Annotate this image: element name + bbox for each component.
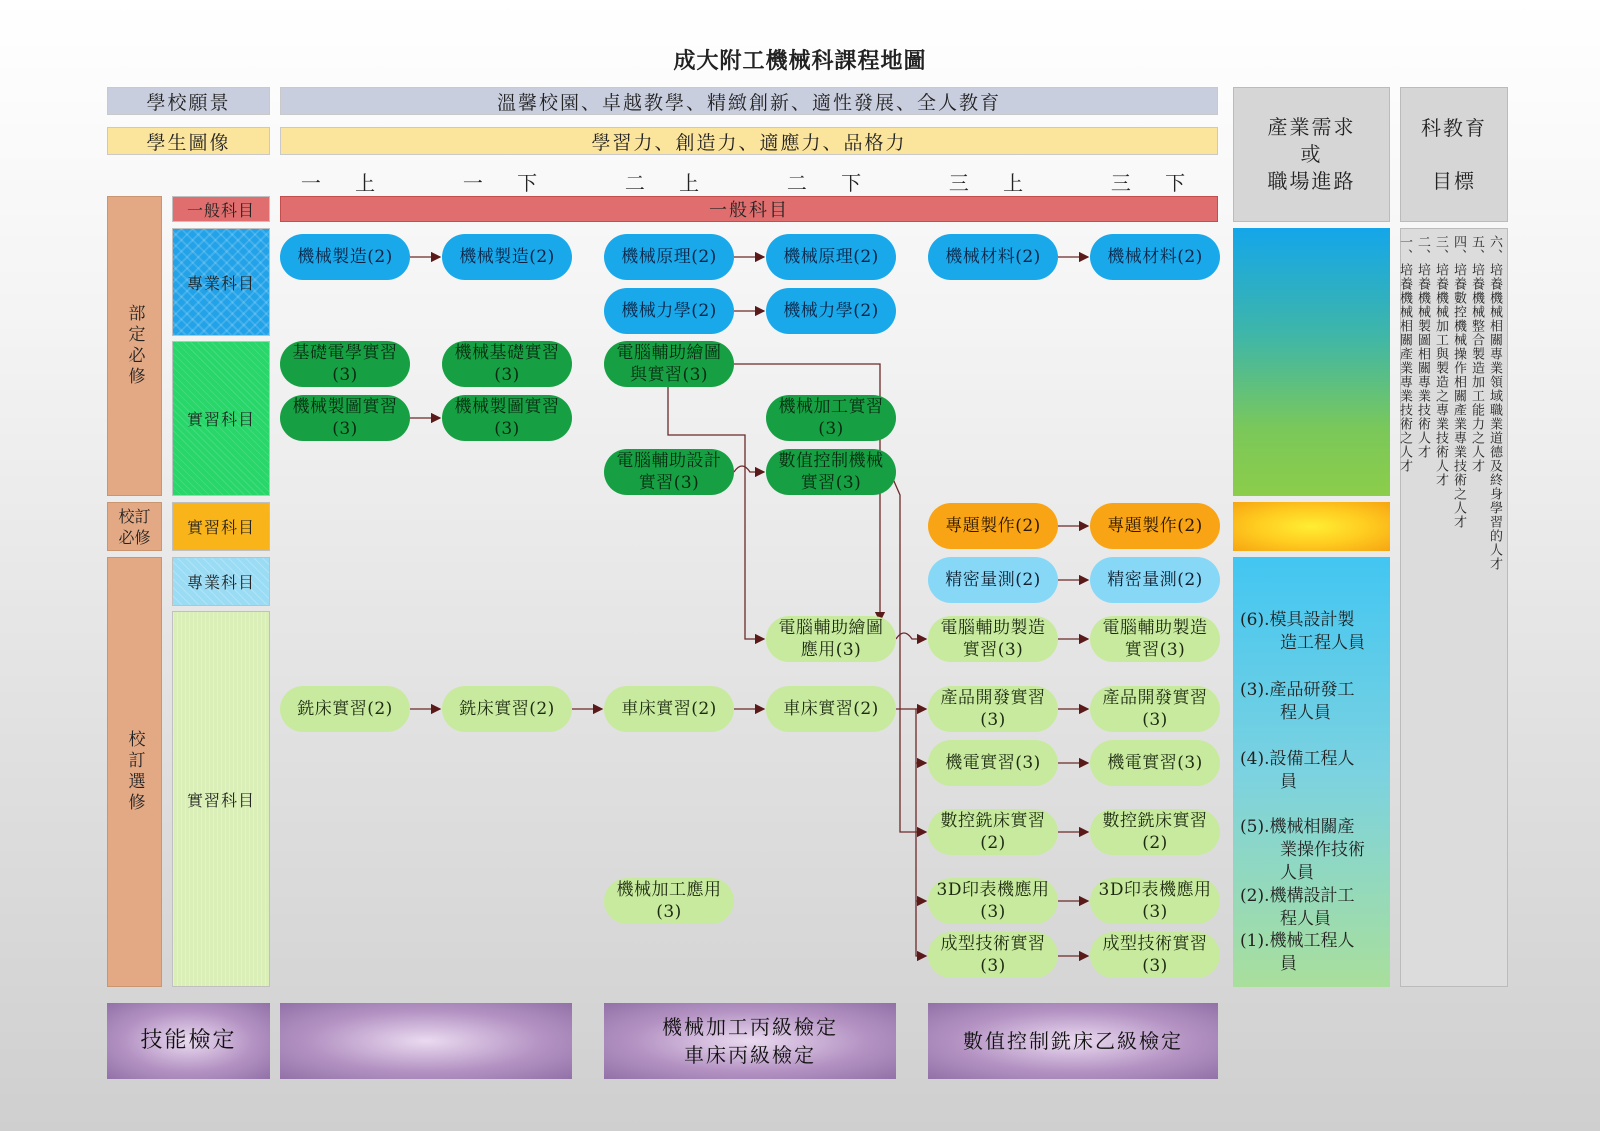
course-line: (3) [980,710,1006,730]
industry-line: 業操作技術 [1280,840,1365,860]
course-pill [928,878,1058,924]
semester-2-1: 二 上 [624,170,714,195]
course-pill [442,395,572,441]
course-line: 實習(3) [800,473,862,493]
semester-1-2: 一 下 [462,170,552,195]
course-line: (3) [494,365,520,385]
subject-practice-elective: 實習科目 [172,611,270,987]
course-pill: 精密量測(2) [928,557,1058,603]
course-line: 機械製圖實習 [292,397,398,417]
course-line: 電腦輔助設計 [616,451,722,471]
course-pill: 車床實習(2) [766,686,896,732]
course-line: (3) [332,365,358,385]
course-line: (3) [332,419,358,439]
course-pill: 機械原理(2) [766,234,896,280]
course-line: (3) [980,956,1006,976]
course-pill: 機械製造(2) [442,234,572,280]
course-line: (3) [494,419,520,439]
course-pill [1090,686,1220,732]
certification-line: 車床丙級檢定 [684,1043,816,1067]
course-line: 機械加工實習 [778,397,884,417]
course-pill [1090,616,1220,662]
course-pill: 精密量測(2) [1090,557,1220,603]
industry-line: (3).產品研發工 [1240,680,1355,700]
general-subjects-bar: 一般科目 [280,196,1218,222]
course-pill [1090,932,1220,978]
course-pill [604,449,734,495]
course-line: 機械加工應用 [616,880,722,900]
certification-line: 機械加工丙級檢定 [662,1015,838,1039]
course-line: 產品開發實習 [940,688,1046,708]
course-line: 產品開發實習 [1102,688,1208,708]
course-line: (3) [980,902,1006,922]
semester-1-1: 一 上 [300,170,390,195]
subject-general: 一般科目 [172,196,270,222]
course-line: (3) [818,419,844,439]
certification-box-right: 數值控制銑床乙級檢定 [928,1003,1218,1079]
course-pill [1090,878,1220,924]
course-line: 電腦輔助製造 [1102,618,1208,638]
goal-item: 六、培養機械相關專業領域職業道德及終身學習的人才 [1487,235,1502,571]
industry-line: 人員 [1280,863,1314,883]
industry-line: 員 [1280,954,1297,974]
goal-item: 一、培養機械相關產業專業技術之人才 [1397,235,1412,473]
course-line: 數控銑床實習 [940,811,1046,831]
course-line: 電腦輔助繪圖 [778,618,884,638]
vision-text: 溫馨校園、卓越教學、精緻創新、適性發展、全人教育 [280,87,1218,115]
subject-practice-school: 實習科目 [172,502,270,551]
course-line: 機械製圖實習 [454,397,560,417]
course-pill [604,878,734,924]
course-line: 電腦輔助繪圖 [616,343,722,363]
page-title: 成大附工機械科課程地圖 [673,48,927,74]
industry-header-line: 產業需求 [1267,115,1356,139]
industry-line: 造工程人員 [1280,633,1365,653]
course-pill [442,341,572,387]
semester-3-2: 三 下 [1110,170,1200,195]
course-pill: 銑床實習(2) [280,686,410,732]
course-line: (3) [1142,956,1168,976]
certification-box-empty [280,1003,572,1079]
course-pill: 專題製作(2) [928,503,1058,549]
course-line: (2) [980,833,1006,853]
course-pill [1090,809,1220,855]
goals-header-line: 科教育 [1421,115,1487,140]
course-line: 成型技術實習 [1102,934,1208,954]
industry-line: 員 [1280,772,1297,792]
industry-header-line: 職場進路 [1267,169,1356,193]
course-line: 數值控制機械 [778,451,884,471]
course-line: 3D印表機應用 [1098,880,1212,900]
course-line: 與實習(3) [629,365,709,385]
course-pill [280,395,410,441]
goal-item: 五、培養機械整合製造加工能力之人才 [1469,235,1484,473]
industry-line: (4).設備工程人 [1240,749,1355,769]
course-line: 成型技術實習 [940,934,1046,954]
category-elective-label: 校訂選修 [124,730,145,814]
course-line: (3) [1142,902,1168,922]
goal-item: 三、培養機械加工與製造之專業技術人才 [1433,235,1448,487]
course-pill [766,395,896,441]
course-line: (3) [1142,710,1168,730]
course-line: 3D印表機應用 [936,880,1050,900]
vision-label: 學校願景 [107,87,270,115]
goals-header-line: 目標 [1432,168,1476,193]
course-pill: 機械力學(2) [766,288,896,334]
course-pill [280,341,410,387]
course-pill: 車床實習(2) [604,686,734,732]
course-pill: 機械力學(2) [604,288,734,334]
subject-professional: 專業科目 [172,228,270,336]
semester-2-2: 二 下 [786,170,876,195]
industry-line: (5).機械相關產 [1240,817,1355,837]
industry-line: (1).機械工程人 [1240,931,1355,951]
category-school-required-label: 校訂必修 [118,506,151,547]
course-line: 應用(3) [800,640,862,660]
course-pill: 機械材料(2) [1090,234,1220,280]
course-pill: 專題製作(2) [1090,503,1220,549]
course-line: (3) [656,902,682,922]
course-pill: 機械原理(2) [604,234,734,280]
course-pill: 機械製造(2) [280,234,410,280]
semester-3-1: 三 上 [948,170,1038,195]
course-line: 實習(3) [638,473,700,493]
course-line: 電腦輔助製造 [940,618,1046,638]
course-pill: 機械材料(2) [928,234,1058,280]
industry-line: (2).機構設計工 [1240,886,1355,906]
portrait-label: 學生圖像 [107,127,270,155]
course-pill [766,449,896,495]
category-required-label: 部定必修 [124,304,145,388]
course-pill: 機電實習(3) [928,740,1058,786]
course-pill [928,616,1058,662]
industry-line: 程人員 [1280,909,1331,929]
course-pill: 機電實習(3) [1090,740,1220,786]
course-line: 數控銑床實習 [1102,811,1208,831]
industry-header-line: 或 [1300,142,1323,166]
course-line: 機械基礎實習 [454,343,560,363]
certification-label: 技能檢定 [107,1003,270,1079]
industry-line: (6).模具設計製 [1240,610,1355,630]
course-line: (2) [1142,833,1168,853]
goal-item: 四、培養數控機械操作相關產業專業技術之人才 [1451,235,1466,529]
course-pill: 銑床實習(2) [442,686,572,732]
course-line: 實習(3) [1124,640,1186,660]
course-line: 實習(3) [962,640,1024,660]
course-pill [604,341,734,387]
course-line: 基礎電學實習 [292,343,398,363]
portrait-text: 學習力、創造力、適應力、品格力 [280,127,1218,155]
course-pill [928,932,1058,978]
course-pill [928,686,1058,732]
course-pill [766,616,896,662]
course-pill [928,809,1058,855]
certification-box-mid [604,1003,896,1079]
subject-professional-elective: 專業科目 [172,557,270,606]
goal-item: 二、培養機械製圖相關專業技術人才 [1415,235,1430,459]
subject-practice: 實習科目 [172,341,270,496]
industry-line: 程人員 [1280,703,1331,723]
